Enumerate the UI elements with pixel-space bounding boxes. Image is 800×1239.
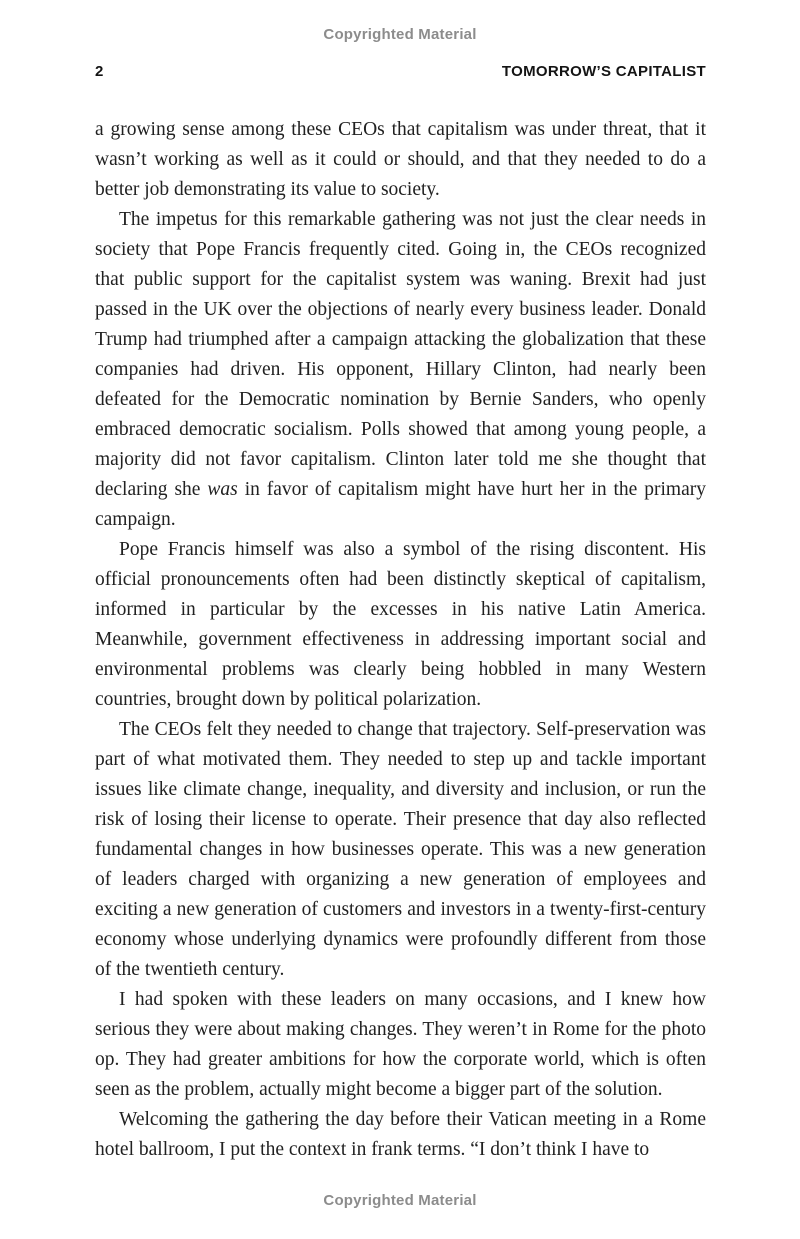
paragraph-text: Pope Francis himself was also a symbol of the rising discontent. His official pronouncements often had been distinctly skeptical of capitalism, informed in particular by the excesses in his native Latin America. Meanwhile, government effectiveness in addressing important social and environmental problems was clearly being hobbled in many Western countries, brought down by political polarization. — [95, 539, 706, 710]
paragraph — [95, 715, 706, 985]
italic-word: was — [207, 479, 238, 500]
paragraph — [95, 205, 706, 535]
paragraph — [95, 535, 706, 715]
paragraph-text: I had spoken with these leaders on many occasions, and I knew how serious they were about making changes. They weren’t in Rome for the photo op. They had greater ambitions for how the corporate world, which is often seen as the problem, actually might become a bigger part of the solution. — [95, 989, 706, 1100]
paragraph-text: The CEOs felt they needed to change that trajectory. Self-preservation was part of what motivated them. They needed to step up and tackle important issues like climate change, inequality, and diversity and inclusion, or run the risk of losing their license to operate. Their presence that day also reflected fundamental changes in how businesses operate. This was a new generation of leaders charged with organizing a new generation of employees and exciting a new generation of customers and investors in a twenty-first-century economy whose underlying dynamics were profoundly different from those of the twentieth century. — [95, 719, 706, 980]
copyright-notice-bottom: Copyrighted Material — [323, 1192, 477, 1209]
paragraph-text: The impetus for this remarkable gathering was not just the clear needs in society that Pope Francis frequently cited. Going in, the CEOs recognized that public support for the capitalist system was waning. Brexit had just passed in the UK over the objections of nearly every business leader. Donald Trump had triumphed after a campaign attacking the globalization that these companies had driven. His opponent, Hillary Clinton, had nearly been defeated for the Democratic nomination by Bernie Sanders, who openly embraced democratic socialism. Polls showed that among young people, a majority did not favor capitalism. Clinton later told me she thought that declaring she — [95, 209, 706, 500]
paragraph — [95, 985, 706, 1105]
paragraph-text: in favor of capitalism might have hurt her in the primary campaign. — [95, 479, 706, 530]
running-header — [95, 63, 706, 80]
page-number: 2 — [95, 63, 104, 80]
paragraph-continuation — [95, 115, 706, 205]
paragraph-text: Welcoming the gathering the day before their Vatican meeting in a Rome hotel ballroom, I put the context in frank terms. “I don’t think I have to — [95, 1109, 706, 1160]
paragraph — [95, 1105, 706, 1165]
paragraph-text: a growing sense among these CEOs that capitalism was under threat, that it wasn’t working as well as it could or should, and that they needed to do a better job demonstrating its value to society. — [95, 119, 706, 200]
running-header-title: TOMORROW’S CAPITALIST — [501, 63, 706, 80]
body-text — [95, 115, 706, 1165]
copyright-notice-top: Copyrighted Material — [323, 26, 477, 43]
